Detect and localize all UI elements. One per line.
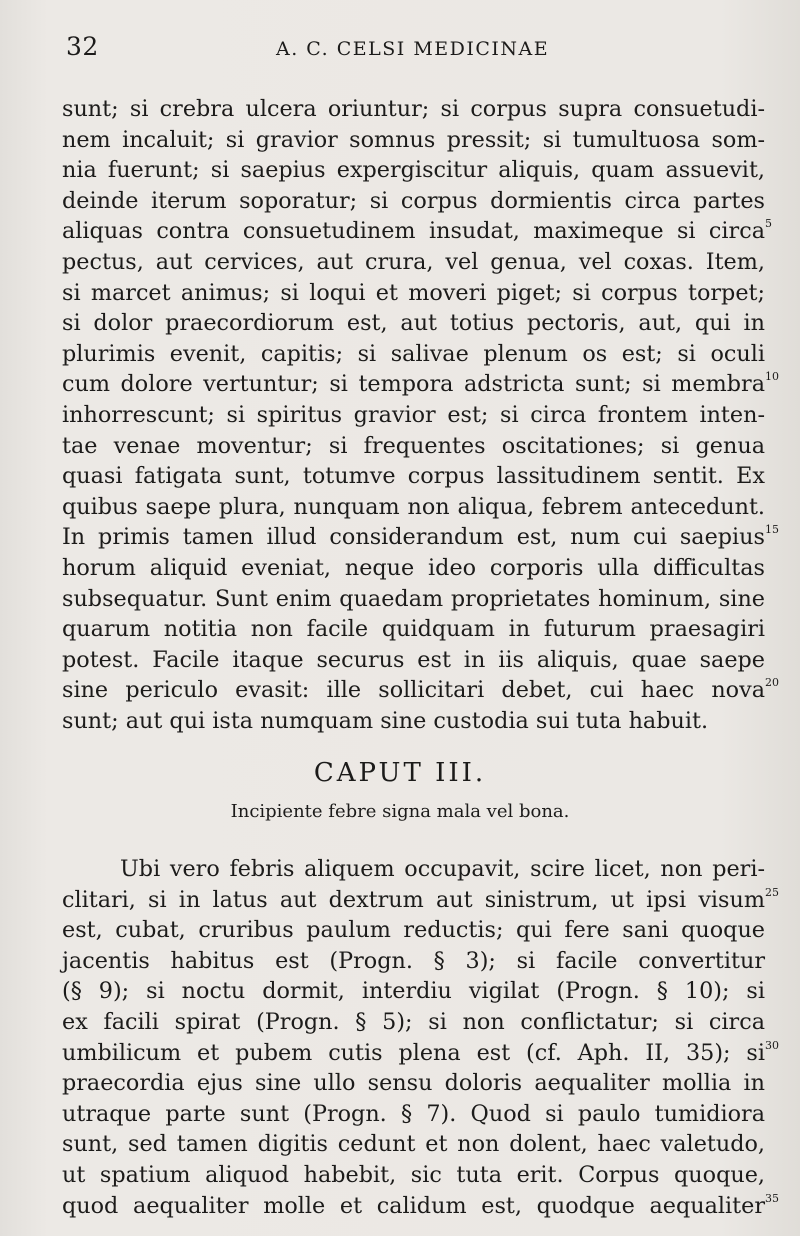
- chapter-subtitle: Incipiente febre signa mala vel bona.: [230, 801, 570, 822]
- text-line: [62, 1160, 765, 1191]
- line-text: sine periculo evasit: ille sollicitari debet, cui haec nova: [62, 677, 765, 704]
- text-line: [62, 308, 765, 339]
- line-text: sunt; si crebra ulcera oriuntur; si corpus supra consuetudi-: [62, 96, 765, 122]
- line-text: tae venae moventur; si frequentes oscitationes; si genua: [62, 432, 765, 459]
- line-text: In primis tamen illud considerandum est, num cui saepius: [62, 524, 765, 551]
- line-text: si marcet animus; si loqui et moveri piget; si corpus torpet;: [62, 279, 765, 306]
- line-text: nia fuerunt; si saepius expergiscitur aliquis, quam assuevit,: [62, 157, 765, 184]
- text-line: [62, 854, 765, 885]
- line-text: aliquas contra consuetudinem insudat, maximeque si circa: [62, 218, 765, 245]
- line-number-marker: 20: [765, 676, 779, 690]
- line-text: sunt; aut qui ista numquam sine custodia sui tuta habuit.: [62, 707, 709, 734]
- line-number-marker: 10: [765, 370, 779, 384]
- text-line: [62, 1068, 765, 1099]
- text-line: [62, 125, 765, 156]
- running-title: A. C. CELSI MEDICINAE: [276, 38, 550, 60]
- text-line: [62, 706, 765, 737]
- line-number-marker: 30: [765, 1038, 779, 1052]
- line-text: ut spatium aliquod habebit, sic tuta erit. Corpus quoque,: [62, 1161, 765, 1188]
- line-number-marker: 35: [765, 1191, 779, 1205]
- line-text: quarum notitia non facile quidquam in futurum praesagiri: [62, 616, 765, 643]
- line-text: pectus, aut cervices, aut crura, vel genua, vel coxas. Item,: [62, 248, 765, 275]
- text-line: [62, 94, 765, 125]
- text-line: [62, 614, 765, 645]
- text-line: [62, 976, 765, 1007]
- text-line: [62, 400, 765, 431]
- line-number-marker: 25: [765, 885, 779, 899]
- text-line: [62, 645, 765, 676]
- line-text: quasi fatigata sunt, totumve corpus lassitudinem sentit. Ex: [62, 463, 765, 490]
- page-number: 32: [66, 32, 99, 61]
- text-line: [62, 946, 765, 977]
- paragraph-2: [62, 854, 779, 1221]
- line-text: praecordia ejus sine ullo sensu doloris aequaliter mollia in: [62, 1070, 765, 1097]
- line-text: nem incaluit; si gravior somnus pressit; si tumultuosa som-: [62, 126, 765, 153]
- text-line: [62, 155, 765, 186]
- line-text: potest. Facile itaque securus est in iis aliquis, quae saepe: [62, 646, 765, 673]
- text-line: [62, 339, 765, 370]
- text-line: [62, 431, 765, 462]
- text-line: [62, 1007, 765, 1038]
- paragraph-1: [62, 94, 779, 736]
- text-line: [62, 492, 765, 523]
- line-text: Ubi vero febris aliquem occupavit, scire licet, non peri-: [120, 856, 765, 882]
- text-line: [62, 1099, 765, 1130]
- line-text: ex facili spirat (Progn. § 5); si non conflictatur; si circa: [62, 1008, 765, 1035]
- line-text: si dolor praecordiorum est, aut totius pectoris, aut, qui in: [62, 310, 765, 337]
- page-header: [66, 32, 766, 68]
- text-line: [62, 1191, 779, 1222]
- line-text: inhorrescunt; si spiritus gravior est; si circa frontem inten-: [62, 401, 765, 428]
- line-text: umbilicum et pubem cutis plena est (cf. Aph. II, 35); si: [62, 1039, 765, 1066]
- text-line: [62, 553, 765, 584]
- chapter-title: CAPUT III.: [313, 758, 487, 788]
- text-line: [62, 186, 765, 217]
- line-text: horum aliquid eveniat, neque ideo corporis ulla difficultas: [62, 554, 765, 581]
- line-number-marker: 15: [765, 523, 779, 537]
- line-text: (§ 9); si noctu dormit, interdiu vigilat (Progn. § 10); si: [62, 978, 765, 1005]
- line-text: deinde iterum soporatur; si corpus dormientis circa partes: [62, 187, 765, 214]
- line-text: subsequatur. Sunt enim quaedam proprietates hominum, sine: [62, 585, 765, 612]
- text-line: [62, 522, 779, 553]
- line-text: utraque parte sunt (Progn. § 7). Quod si paulo tumidiora: [62, 1100, 765, 1127]
- line-text: sunt, sed tamen digitis cedunt et non dolent, haec valetudo,: [62, 1131, 765, 1158]
- text-line: [62, 915, 765, 946]
- line-text: cum dolore vertuntur; si tempora adstricta sunt; si membra: [62, 371, 765, 398]
- line-text: clitari, si in latus aut dextrum aut sinistrum, ut ipsi visum: [62, 886, 765, 913]
- text-line: [62, 1129, 765, 1160]
- text-line: [62, 369, 779, 400]
- line-number-marker: 5: [765, 217, 772, 231]
- text-line: [62, 1038, 779, 1069]
- text-line: [62, 675, 779, 706]
- text-line: [62, 584, 765, 615]
- text-line: [62, 216, 772, 247]
- line-text: quibus saepe plura, nunquam non aliqua, febrem antecedunt.: [62, 493, 765, 520]
- line-text: est, cubat, cruribus paulum reductis; qui fere sani quoque: [62, 917, 765, 944]
- line-text: jacentis habitus est (Progn. § 3); si facile convertitur: [62, 947, 765, 974]
- text-line: [62, 885, 779, 916]
- line-text: quod aequaliter molle et calidum est, quodque aequaliter: [62, 1192, 765, 1219]
- text-line: [62, 461, 765, 492]
- text-line: [62, 247, 765, 278]
- line-text: plurimis evenit, capitis; si salivae plenum os est; si oculi: [62, 340, 765, 367]
- text-line: [62, 278, 765, 309]
